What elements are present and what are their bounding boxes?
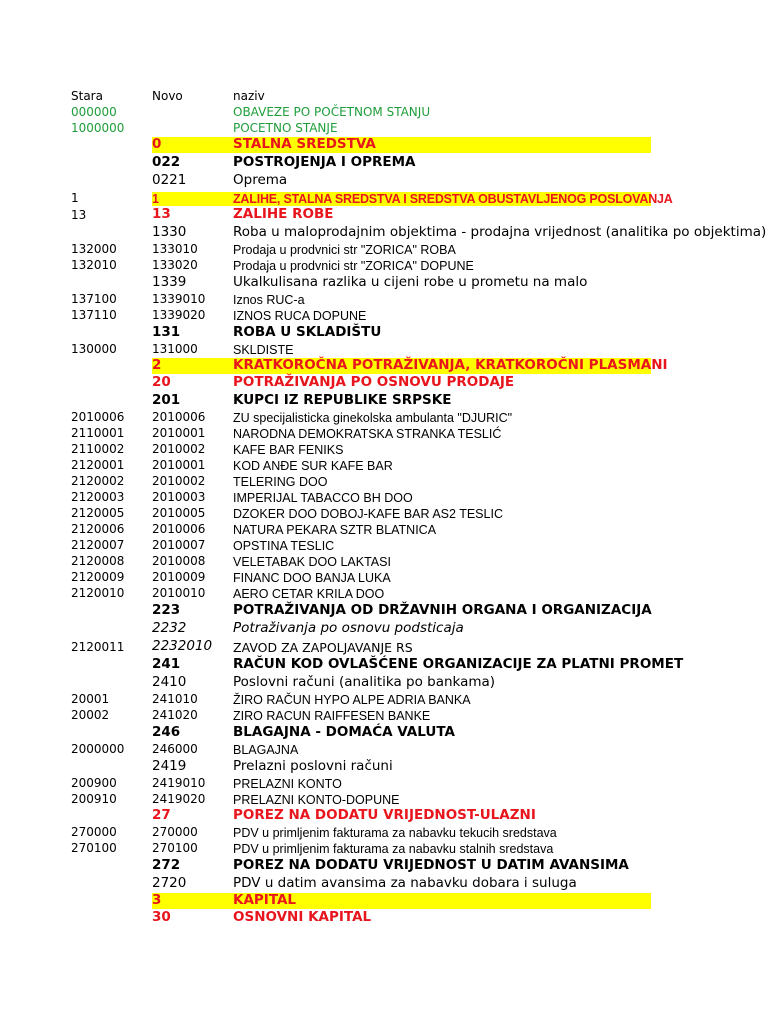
table-row <box>0 273 768 291</box>
table-row <box>0 840 768 856</box>
cell-naziv[interactable]: ŽIRO RAČUN HYPO ALPE ADRIA BANKA <box>233 692 471 707</box>
cell-novo[interactable]: 2010005 <box>152 506 206 521</box>
table-row <box>0 655 768 673</box>
cell-naziv[interactable]: POREZ NA DODATU VRIJEDNOST-ULAZNI <box>233 807 536 824</box>
table-row <box>0 120 768 136</box>
cell-novo[interactable]: 2419 <box>152 758 187 775</box>
cell-naziv[interactable]: Potraživanja po osnovu podsticaja <box>233 620 464 637</box>
cell-naziv[interactable]: POCETNO STANJE <box>233 121 338 136</box>
cell-novo[interactable]: 223 <box>152 602 181 619</box>
cell-stara[interactable]: 2120010 <box>71 586 125 601</box>
cell-naziv[interactable]: AERO CETAR KRILA DOO <box>233 586 385 601</box>
table-row <box>0 257 768 273</box>
cell-naziv[interactable]: NATURA PEKARA SZTR BLATNICA <box>233 522 437 537</box>
cell-naziv[interactable]: OBAVEZE PO POČETNOM STANJU <box>233 105 431 120</box>
cell-stara[interactable]: 132000 <box>71 242 117 257</box>
cell-novo[interactable]: 2410 <box>152 674 187 691</box>
cell-naziv[interactable]: SKLDISTE <box>233 342 294 357</box>
cell-naziv[interactable]: ROBA U SKLADIŠTU <box>233 324 382 341</box>
cell-novo[interactable]: 241020 <box>152 708 198 723</box>
cell-naziv[interactable]: DZOKER DOO DOBOJ-KAFE BAR AS2 TESLIC <box>233 506 503 521</box>
cell-naziv[interactable]: IMPERIJAL TABACCO BH DOO <box>233 490 413 505</box>
table-row <box>0 553 768 569</box>
cell-novo[interactable]: 246 <box>152 724 181 741</box>
cell-novo[interactable]: 241010 <box>152 692 198 707</box>
cell-naziv[interactable]: IZNOS RUCA DOPUNE <box>233 308 367 323</box>
table-row <box>0 569 768 585</box>
cell-stara[interactable]: 137110 <box>71 308 117 323</box>
cell-novo[interactable]: 2010009 <box>152 570 206 585</box>
cell-stara[interactable]: 2120003 <box>71 490 125 505</box>
cell-stara[interactable]: 2000000 <box>71 742 125 757</box>
cell-naziv[interactable]: TELERING DOO <box>233 474 328 489</box>
cell-naziv[interactable]: Roba u maloprodajnim objektima - prodajna vrijednost (analitika po objektima) <box>233 224 767 241</box>
cell-naziv[interactable]: Prodaja u prodvnici str "ZORICA" ROBA <box>233 242 456 257</box>
table-row <box>0 707 768 723</box>
cell-naziv[interactable]: OPSTINA TESLIC <box>233 538 335 553</box>
table-row <box>0 585 768 601</box>
cell-novo[interactable]: 1339020 <box>152 308 206 323</box>
cell-naziv[interactable]: Iznos RUC-a <box>233 292 305 307</box>
table-row <box>0 291 768 307</box>
table-row <box>0 757 768 775</box>
cell-novo[interactable]: 2010010 <box>152 586 206 601</box>
cell-naziv[interactable]: POREZ NA DODATU VRIJEDNOST U DATIM AVANSIMA <box>233 857 629 874</box>
table-row <box>0 723 768 741</box>
cell-novo[interactable]: 2010006 <box>152 410 206 425</box>
table-row <box>0 391 768 409</box>
cell-novo[interactable]: 1339010 <box>152 292 206 307</box>
cell-novo[interactable]: 0 <box>152 136 162 153</box>
cell-novo[interactable]: 3 <box>152 892 162 909</box>
table-row <box>0 856 768 874</box>
cell-stara[interactable]: 2120005 <box>71 506 125 521</box>
table-row <box>0 874 768 892</box>
table-row <box>0 357 768 374</box>
cell-naziv[interactable]: Prodaja u prodvnici str "ZORICA" DOPUNE <box>233 258 474 273</box>
cell-novo[interactable]: 2010006 <box>152 522 206 537</box>
cell-naziv[interactable]: NARODNA DEMOKRATSKA STRANKA TESLIĆ <box>233 426 502 441</box>
cell-naziv[interactable]: VELETABAK DOO LAKTASI <box>233 554 391 569</box>
table-row <box>0 223 768 241</box>
cell-naziv[interactable]: FINANC DOO BANJA LUKA <box>233 570 391 585</box>
table-row <box>0 425 768 441</box>
header-row <box>0 88 768 104</box>
cell-novo[interactable]: 2419020 <box>152 792 206 807</box>
cell-stara[interactable]: 130000 <box>71 342 117 357</box>
cell-novo[interactable]: 2010003 <box>152 490 206 505</box>
cell-naziv[interactable]: ZALIHE ROBE <box>233 206 334 223</box>
cell-novo[interactable]: 272 <box>152 857 181 874</box>
table-row <box>0 104 768 120</box>
cell-naziv[interactable]: ZIRO RACUN RAIFFESEN BANKE <box>233 708 431 723</box>
cell-stara[interactable]: 20002 <box>71 708 110 723</box>
table-row <box>0 807 768 824</box>
cell-naziv[interactable]: KAFE BAR FENIKS <box>233 442 344 457</box>
cell-naziv[interactable]: KOD ANĐE SUR KAFE BAR <box>233 458 393 473</box>
cell-naziv[interactable]: Ukalkulisana razlika u cijeni robe u prometu na malo <box>233 274 588 291</box>
cell-naziv[interactable]: ZAVOD ZA ZAPOLJAVANJE RS <box>233 639 413 655</box>
cell-novo[interactable]: 246000 <box>152 742 198 757</box>
cell-stara[interactable]: 2120001 <box>71 458 125 473</box>
cell-novo[interactable]: 270100 <box>152 841 198 856</box>
cell-naziv[interactable]: STALNA SREDSTVA <box>233 136 376 153</box>
cell-novo[interactable]: 2419010 <box>152 776 206 791</box>
cell-naziv[interactable]: PDV u datim avansima za nabavku dobara i suluga <box>233 875 577 892</box>
table-row <box>0 153 768 171</box>
cell-novo[interactable]: 2010001 <box>152 426 206 441</box>
cell-stara[interactable]: 2120007 <box>71 538 125 553</box>
table-row <box>0 909 768 926</box>
cell-stara[interactable]: 2110002 <box>71 442 125 457</box>
cell-naziv[interactable]: POTRAŽIVANJA OD DRŽAVNIH ORGANA I ORGANIZACIJA <box>233 602 652 619</box>
cell-novo[interactable]: 133010 <box>152 242 198 257</box>
cell-naziv[interactable]: RAČUN KOD OVLAŠĆENE ORGANIZACIJE ZA PLATNI PROMET <box>233 656 684 673</box>
table-row <box>0 189 768 206</box>
cell-naziv[interactable]: ZALIHE, STALNA SREDSTVA I SREDSTVA OBUSTAVLJENOG POSLOVANJA <box>233 191 673 206</box>
table-row <box>0 489 768 505</box>
cell-stara[interactable]: 1 <box>71 191 79 206</box>
cell-novo[interactable]: 2010002 <box>152 442 206 457</box>
table-row <box>0 673 768 691</box>
table-row <box>0 791 768 807</box>
cell-novo[interactable]: 2010007 <box>152 538 206 553</box>
table-row <box>0 241 768 257</box>
cell-novo[interactable]: 270000 <box>152 825 198 840</box>
cell-naziv[interactable]: KRATKOROČNA POTRAŽIVANJA, KRATKOROČNI PLASMANI <box>233 357 668 374</box>
cell-naziv[interactable]: Oprema <box>233 172 288 189</box>
cell-stara[interactable]: 2120009 <box>71 570 125 585</box>
table-row <box>0 136 768 153</box>
cell-stara[interactable]: 200910 <box>71 792 117 807</box>
table-row <box>0 775 768 791</box>
cell-stara[interactable]: 200900 <box>71 776 117 791</box>
table-row <box>0 892 768 909</box>
table-row <box>0 457 768 473</box>
table-row <box>0 409 768 425</box>
cell-naziv[interactable]: OSNOVNI KAPITAL <box>233 909 372 926</box>
cell-novo[interactable]: 241 <box>152 656 181 673</box>
cell-stara[interactable]: 2120006 <box>71 522 125 537</box>
cell-naziv[interactable]: PRELAZNI KONTO-DOPUNE <box>233 792 400 807</box>
cell-naziv[interactable]: PDV u primljenim fakturama za nabavku stalnih sredstava <box>233 841 554 856</box>
cell-novo[interactable]: 131000 <box>152 342 198 357</box>
cell-naziv[interactable]: BLAGAJNA - DOMAĆA VALUTA <box>233 724 455 741</box>
table-row <box>0 374 768 391</box>
cell-novo[interactable]: 20 <box>152 374 171 391</box>
cell-novo[interactable]: 2232010 <box>152 638 213 655</box>
cell-novo[interactable]: 30 <box>152 909 171 926</box>
cell-naziv[interactable]: ZU specijalisticka ginekolska ambulanta "DJURIC" <box>233 410 513 425</box>
table-row <box>0 691 768 707</box>
header-stara[interactable]: Stara <box>71 89 103 104</box>
cell-naziv[interactable]: POSTROJENJA I OPREMA <box>233 154 416 171</box>
cell-novo[interactable]: 1330 <box>152 224 187 241</box>
cell-stara[interactable]: 1000000 <box>71 121 125 136</box>
cell-novo[interactable]: 1339 <box>152 274 187 291</box>
cell-novo[interactable]: 1 <box>152 191 159 206</box>
header-novo[interactable]: Novo <box>152 89 183 104</box>
cell-novo[interactable]: 2232 <box>152 620 187 637</box>
header-naziv[interactable]: naziv <box>233 89 265 104</box>
cell-stara[interactable]: 270100 <box>71 841 117 856</box>
cell-novo[interactable]: 2 <box>152 357 162 374</box>
table-row <box>0 171 768 189</box>
table-row <box>0 307 768 323</box>
cell-novo[interactable]: 0221 <box>152 172 187 189</box>
cell-stara[interactable]: 13 <box>71 208 87 223</box>
cell-naziv[interactable]: PDV u primljenim fakturama za nabavku tekucih sredstava <box>233 825 557 840</box>
cell-naziv[interactable]: POTRAŽIVANJA PO OSNOVU PRODAJE <box>233 374 515 391</box>
cell-novo[interactable]: 2010001 <box>152 458 206 473</box>
cell-novo[interactable]: 133020 <box>152 258 198 273</box>
cell-stara[interactable]: 000000 <box>71 105 117 120</box>
cell-novo[interactable]: 131 <box>152 324 181 341</box>
cell-stara[interactable]: 137100 <box>71 292 117 307</box>
cell-novo[interactable]: 022 <box>152 154 181 171</box>
table-row <box>0 441 768 457</box>
table-row <box>0 741 768 757</box>
table-row <box>0 323 768 341</box>
cell-novo[interactable]: 2720 <box>152 875 187 892</box>
cell-naziv[interactable]: KAPITAL <box>233 892 297 909</box>
cell-novo[interactable]: 2010002 <box>152 474 206 489</box>
cell-naziv[interactable]: Poslovni računi (analitika po bankama) <box>233 674 496 691</box>
table-row <box>0 206 768 223</box>
cell-novo[interactable]: 2010008 <box>152 554 206 569</box>
cell-novo[interactable]: 201 <box>152 392 181 409</box>
cell-stara[interactable]: 270000 <box>71 825 117 840</box>
cell-stara[interactable]: 2120002 <box>71 474 125 489</box>
cell-naziv[interactable]: PRELAZNI KONTO <box>233 776 342 791</box>
cell-novo[interactable]: 27 <box>152 807 171 824</box>
table-row <box>0 505 768 521</box>
table-row <box>0 521 768 537</box>
table-row <box>0 637 768 655</box>
cell-naziv[interactable]: KUPCI IZ REPUBLIKE SRPSKE <box>233 392 452 409</box>
cell-stara[interactable]: 2120008 <box>71 554 125 569</box>
table-row <box>0 601 768 619</box>
account-rows <box>0 104 768 926</box>
cell-stara[interactable]: 2120011 <box>71 640 125 655</box>
table-row <box>0 824 768 840</box>
cell-stara[interactable]: 2010006 <box>71 410 125 425</box>
table-row <box>0 619 768 637</box>
spreadsheet <box>0 88 768 926</box>
table-row <box>0 341 768 357</box>
cell-stara[interactable]: 2110001 <box>71 426 125 441</box>
cell-stara[interactable]: 20001 <box>71 692 110 707</box>
cell-stara[interactable]: 132010 <box>71 258 117 273</box>
cell-novo[interactable]: 13 <box>152 206 171 223</box>
table-row <box>0 473 768 489</box>
table-row <box>0 537 768 553</box>
cell-naziv[interactable]: Prelazni poslovni računi <box>233 758 393 775</box>
cell-naziv[interactable]: BLAGAJNA <box>233 742 299 757</box>
